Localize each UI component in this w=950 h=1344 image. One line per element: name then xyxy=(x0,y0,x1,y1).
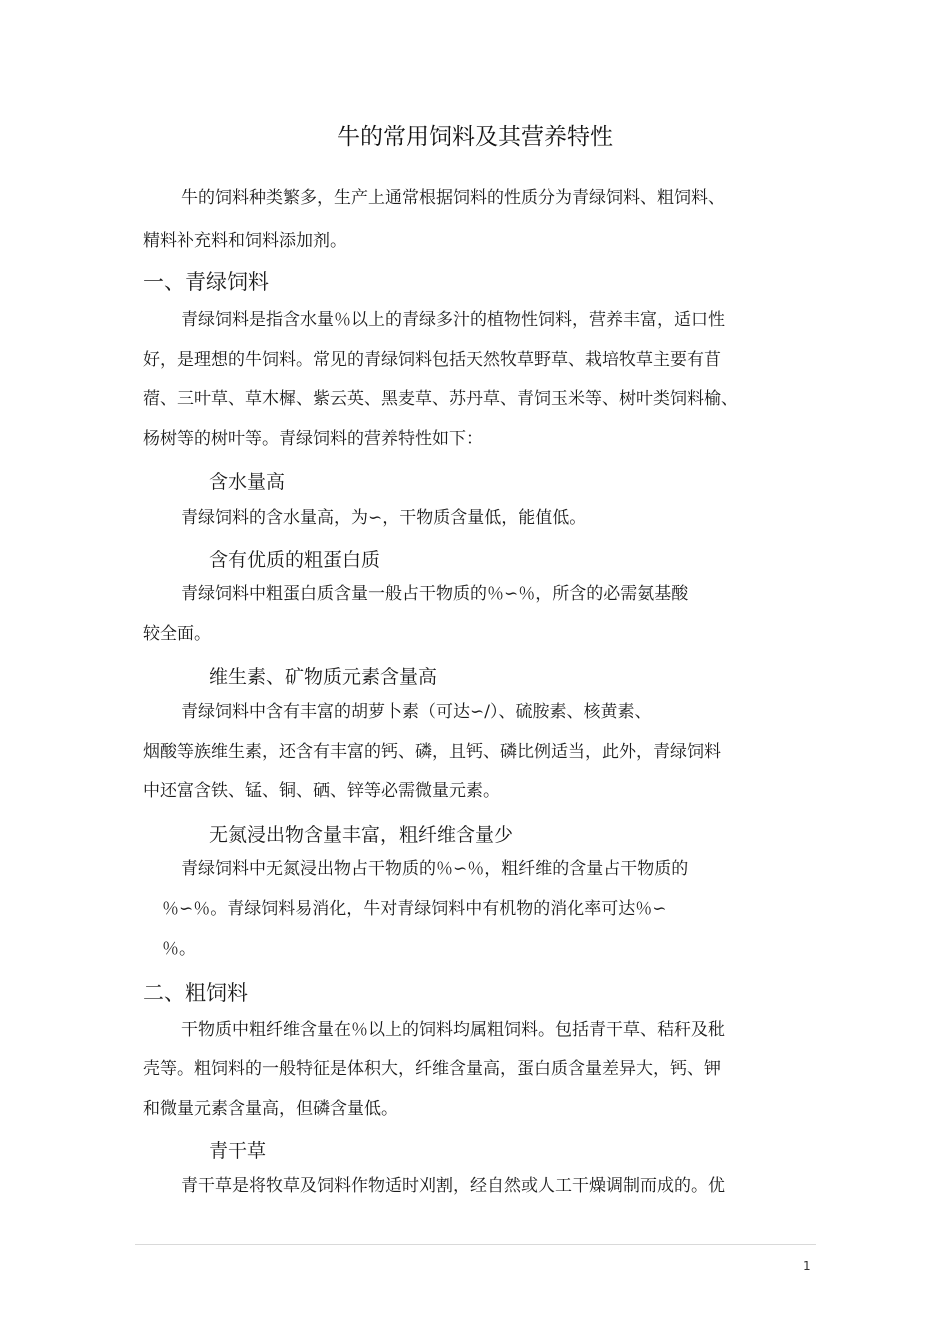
para-line: 蓿、三叶草、草木樨、紫云英、黑麦草、苏丹草、青饲玉米等、树叶类饲料榆、 xyxy=(143,389,738,409)
para-line: 好，是理想的牛饲料。常见的青绿饲料包括天然牧草野草、栽培牧草主要有苜 xyxy=(143,350,721,370)
para-line: ％∽％。青绿饲料易消化，牛对青绿饲料中有机物的消化率可达％∽ xyxy=(162,899,667,919)
para-line: 和微量元素含量高，但磷含量低。 xyxy=(143,1099,398,1119)
intro-line-1: 牛的饲料种类繁多，生产上通常根据饲料的性质分为青绿饲料、粗饲料、 xyxy=(181,188,725,208)
para-line: 壳等。粗饲料的一般特征是体积大，纤维含量高，蛋白质含量差异大，钙、钾 xyxy=(143,1059,721,1079)
subheading-hay: 青干草 xyxy=(209,1140,267,1162)
para-line: 青绿饲料中粗蛋白质含量一般占干物质的％∽％，所含的必需氨基酸 xyxy=(181,584,689,604)
page-number: 1 xyxy=(803,1259,811,1273)
section-heading-green-feed: 一、青绿饲料 xyxy=(143,270,269,294)
para-line: 青干草是将牧草及饲料作物适时刈割，经自然或人工干燥调制而成的。优 xyxy=(181,1176,725,1196)
subheading-high-water: 含水量高 xyxy=(209,471,286,493)
para-line: 青绿饲料中无氮浸出物占干物质的％∽％，粗纤维的含量占干物质的 xyxy=(181,859,689,879)
para-line: 青绿饲料是指含水量％以上的青绿多汁的植物性饲料，营养丰富，适口性 xyxy=(181,310,725,330)
footer-divider xyxy=(135,1244,816,1245)
para-line: 较全面。 xyxy=(143,624,211,644)
para-line: 杨树等的树叶等。青绿饲料的营养特性如下： xyxy=(143,429,483,449)
intro-line-2: 精料补充料和饲料添加剂。 xyxy=(143,231,347,251)
subheading-crude-protein: 含有优质的粗蛋白质 xyxy=(209,549,381,571)
subheading-nitrogen-free-extract: 无氮浸出物含量丰富，粗纤维含量少 xyxy=(209,824,514,846)
para-line: 烟酸等族维生素，还含有丰富的钙、磷，且钙、磷比例适当，此外，青绿饲料 xyxy=(143,742,721,762)
subheading-vitamins-minerals: 维生素、矿物质元素含量高 xyxy=(209,666,438,688)
para-line: ％。 xyxy=(162,939,196,959)
document-title: 牛的常用饲料及其营养特性 xyxy=(337,124,613,150)
section-heading-roughage: 二、粗饲料 xyxy=(143,981,248,1005)
para-line: 干物质中粗纤维含量在％以上的饲料均属粗饲料。包括青干草、秸秆及秕 xyxy=(181,1020,725,1040)
para-line: 中还富含铁、锰、铜、硒、锌等必需微量元素。 xyxy=(143,781,500,801)
para-line: 青绿饲料的含水量高，为∽，干物质含量低，能值低。 xyxy=(181,508,587,528)
para-line: 青绿饲料中含有丰富的胡萝卜素（可达∽/）、硫胺素、核黄素、 xyxy=(181,702,652,722)
